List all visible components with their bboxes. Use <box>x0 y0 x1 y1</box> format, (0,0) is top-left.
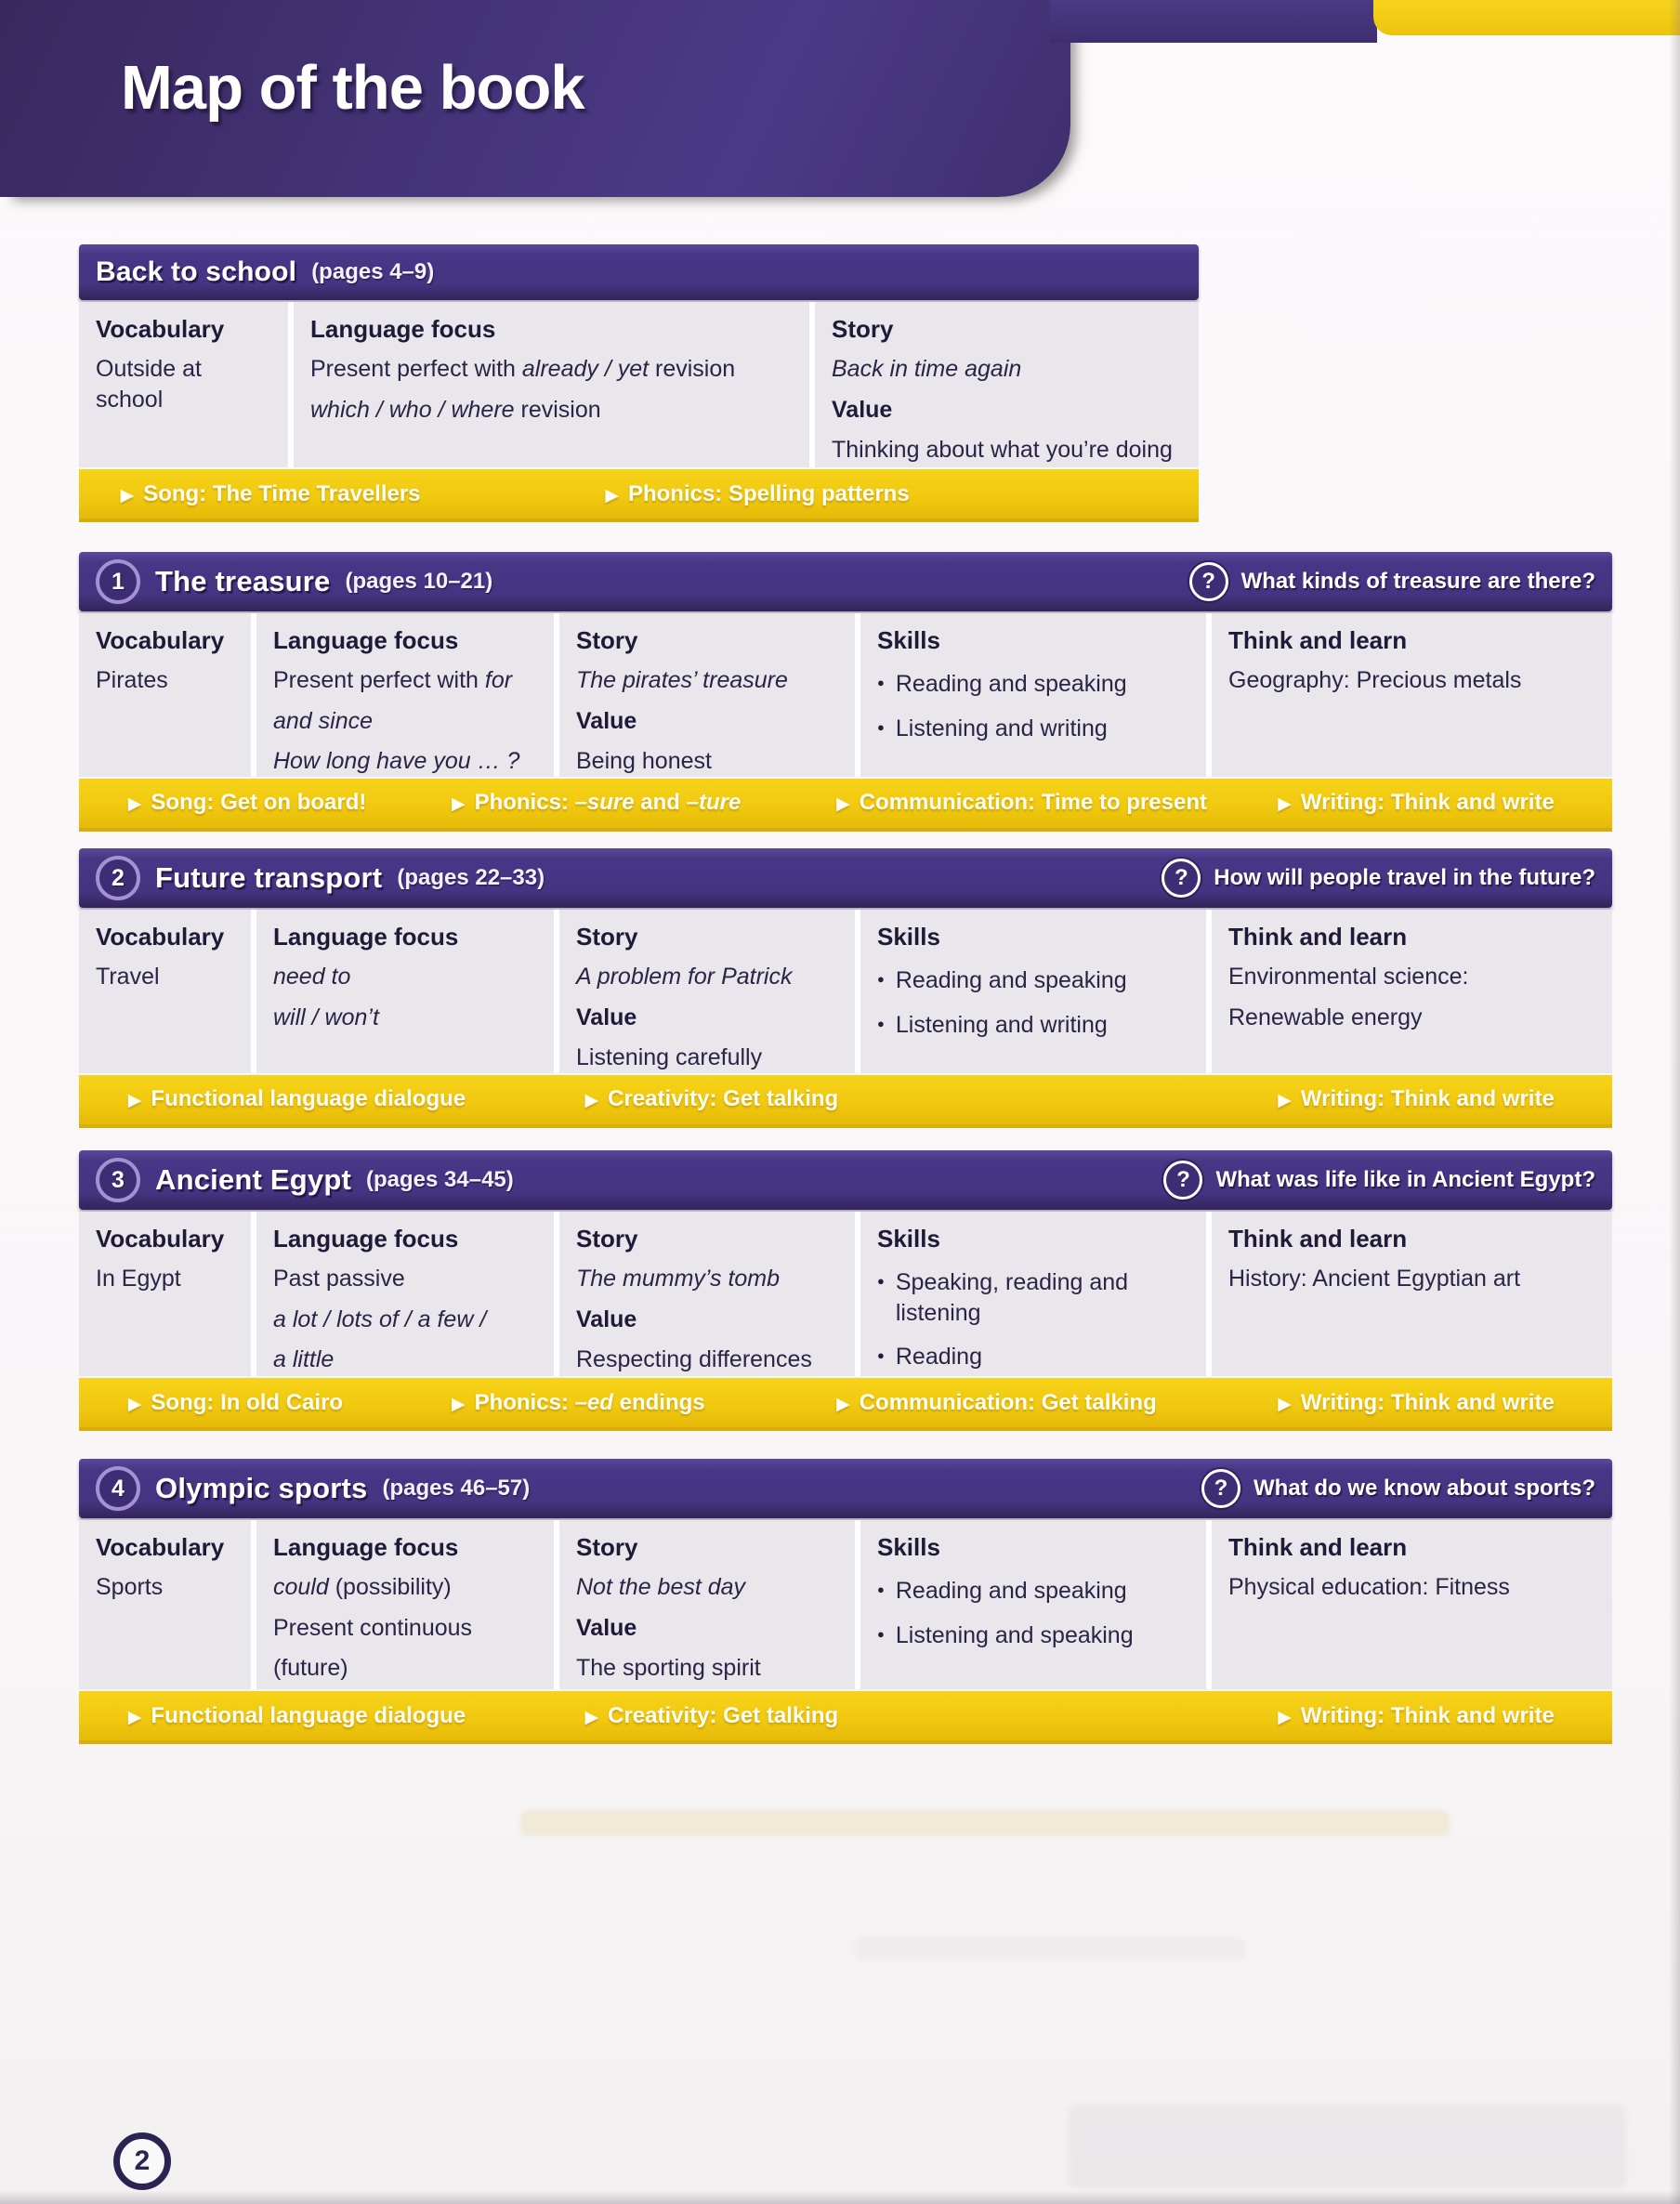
unit-number-badge: 4 <box>96 1466 140 1511</box>
page-edge-shadow <box>0 2191 1680 2204</box>
unit-question: What kinds of treasure are there? <box>1240 569 1595 594</box>
page-edge-shadow <box>1669 0 1680 2204</box>
unit-number-badge: 2 <box>96 856 140 900</box>
unit-body <box>79 1212 1612 1376</box>
play-icon: ▶ <box>1278 794 1292 814</box>
column-vocabulary: Vocabulary Travel <box>79 910 251 1073</box>
unit-title: The treasure <box>155 565 331 597</box>
column-vocabulary: Vocabulary Outside at school <box>79 302 288 467</box>
unit-question-group <box>1201 1469 1595 1508</box>
play-icon: ▶ <box>584 1707 599 1727</box>
column-language-focus: Language focus Present perfect with already / yet revision which / who / where revision <box>294 302 809 467</box>
section-pages: (pages 4–9) <box>311 259 435 284</box>
print-bleed-through <box>520 1810 1450 1836</box>
play-icon: ▶ <box>127 1707 142 1727</box>
unit-header-bar <box>79 1150 1612 1210</box>
unit-pages: (pages 46–57) <box>382 1476 531 1501</box>
section-unit-2 <box>79 848 1612 1126</box>
column-language-focus: Language focus could (possibility) Present continuous (future) <box>256 1520 554 1689</box>
footer-item: ▶ Song: Get on board! <box>127 790 367 815</box>
footer-item: ▶ Writing: Think and write <box>1278 790 1555 815</box>
cover-purple-strip <box>1050 0 1377 43</box>
unit-pages: (pages 34–45) <box>366 1167 514 1192</box>
unit-title: Olympic sports <box>155 1472 368 1504</box>
page-title: Map of the book <box>121 53 584 123</box>
footer-item: ▶ Phonics: –ed endings <box>451 1389 705 1415</box>
column-language-focus: Language focus Present perfect with for and since How long have you … ? <box>256 613 554 777</box>
unit-footer-bar <box>79 1378 1612 1431</box>
column-think-and-learn: Think and learn Environmental science: Renewable energy <box>1212 910 1612 1073</box>
question-mark-icon: ? <box>1162 859 1201 898</box>
play-icon: ▶ <box>1278 1394 1292 1414</box>
footer-item: ▶ Phonics: –sure and –ture <box>451 790 742 815</box>
column-vocabulary: Vocabulary Pirates <box>79 613 251 777</box>
column-story: Story Back in time again Value Thinking about what you’re doing <box>815 302 1199 467</box>
column-story: Story Not the best day Value The sporting spirit <box>559 1520 855 1689</box>
footer-item: ▶ Song: In old Cairo <box>127 1389 344 1415</box>
column-think-and-learn: Think and learn Geography: Precious metals <box>1212 613 1612 777</box>
question-mark-icon: ? <box>1201 1469 1240 1508</box>
column-language-focus: Language focus Past passive a lot / lots of / a few / a little <box>256 1212 554 1376</box>
unit-body <box>79 910 1612 1073</box>
column-think-and-learn: Think and learn Physical education: Fitness <box>1212 1520 1612 1689</box>
column-skills: Skills ● Reading and speaking ● Listening and writing <box>860 613 1206 777</box>
question-mark-icon: ? <box>1163 1161 1202 1200</box>
section-unit-4 <box>79 1459 1612 1744</box>
section-unit-1 <box>79 552 1612 827</box>
section-back-to-school <box>79 244 1199 522</box>
unit-pages: (pages 10–21) <box>345 569 493 594</box>
play-icon: ▶ <box>836 794 850 814</box>
unit-question: What was life like in Ancient Egypt? <box>1215 1167 1595 1192</box>
play-icon: ▶ <box>1278 1091 1292 1110</box>
unit-number-badge: 3 <box>96 1158 140 1202</box>
play-icon: ▶ <box>451 794 466 814</box>
page-number-badge: 2 <box>113 2132 171 2190</box>
cover-yellow-tab <box>1373 0 1680 35</box>
column-story: Story The mummy’s tomb Value Respecting differences <box>559 1212 855 1376</box>
footer-item: ▶ Writing: Think and write <box>1278 1086 1555 1111</box>
play-icon: ▶ <box>1278 1707 1292 1727</box>
column-skills: Skills ● Speaking, reading and listening ● Reading <box>860 1212 1206 1376</box>
play-icon: ▶ <box>584 1091 599 1110</box>
unit-question-group <box>1163 1161 1595 1200</box>
unit-footer-bar <box>79 1691 1612 1744</box>
print-bleed-through <box>1069 2105 1626 2188</box>
title-banner <box>0 0 1070 197</box>
unit-title: Ancient Egypt <box>155 1163 352 1196</box>
unit-title: Future transport <box>155 861 383 894</box>
unit-question-group <box>1189 562 1595 601</box>
section-body <box>79 302 1199 467</box>
unit-body <box>79 1520 1612 1689</box>
play-icon: ▶ <box>605 485 619 505</box>
footer-item: ▶ Creativity: Get talking <box>584 1702 839 1728</box>
play-icon: ▶ <box>127 1394 142 1414</box>
section-title: Back to school <box>96 256 297 287</box>
play-icon: ▶ <box>127 1091 142 1110</box>
footer-item: ▶ Creativity: Get talking <box>584 1086 839 1111</box>
section-unit-3 <box>79 1150 1612 1431</box>
column-vocabulary: Vocabulary Sports <box>79 1520 251 1689</box>
column-skills: Skills ● Reading and speaking ● Listening and writing <box>860 910 1206 1073</box>
column-language-focus: Language focus need to will / won’t <box>256 910 554 1073</box>
footer-item: ▶ Song: The Time Travellers <box>120 480 421 506</box>
column-think-and-learn: Think and learn History: Ancient Egyptian art <box>1212 1212 1612 1376</box>
question-mark-icon: ? <box>1189 562 1228 601</box>
play-icon: ▶ <box>120 485 135 505</box>
unit-header-bar <box>79 1459 1612 1518</box>
unit-footer-bar <box>79 779 1612 832</box>
unit-number-badge: 1 <box>96 559 140 604</box>
column-story: Story A problem for Patrick Value Listening carefully <box>559 910 855 1073</box>
footer-item: ▶ Communication: Time to present <box>836 790 1207 815</box>
unit-body <box>79 613 1612 777</box>
unit-question: How will people travel in the future? <box>1214 865 1595 890</box>
footer-item: ▶ Phonics: Spelling patterns <box>605 480 910 506</box>
section-footer-bar <box>79 469 1199 522</box>
footer-item: ▶ Writing: Think and write <box>1278 1389 1555 1415</box>
unit-pages: (pages 22–33) <box>397 865 545 890</box>
section-header-bar <box>79 244 1199 300</box>
unit-footer-bar <box>79 1075 1612 1128</box>
column-vocabulary: Vocabulary In Egypt <box>79 1212 251 1376</box>
footer-item: ▶ Functional language dialogue <box>127 1086 466 1111</box>
footer-item: ▶ Functional language dialogue <box>127 1702 466 1728</box>
unit-header-bar <box>79 552 1612 611</box>
play-icon: ▶ <box>451 1394 466 1414</box>
unit-header-bar <box>79 848 1612 908</box>
play-icon: ▶ <box>836 1394 850 1414</box>
column-skills: Skills ● Reading and speaking ● Listening and speaking <box>860 1520 1206 1689</box>
print-bleed-through <box>855 1937 1245 1960</box>
unit-question-group <box>1162 859 1595 898</box>
play-icon: ▶ <box>127 794 142 814</box>
unit-question: What do we know about sports? <box>1253 1476 1595 1501</box>
footer-item: ▶ Writing: Think and write <box>1278 1702 1555 1728</box>
footer-item: ▶ Communication: Get talking <box>836 1389 1157 1415</box>
column-story: Story The pirates’ treasure Value Being honest <box>559 613 855 777</box>
